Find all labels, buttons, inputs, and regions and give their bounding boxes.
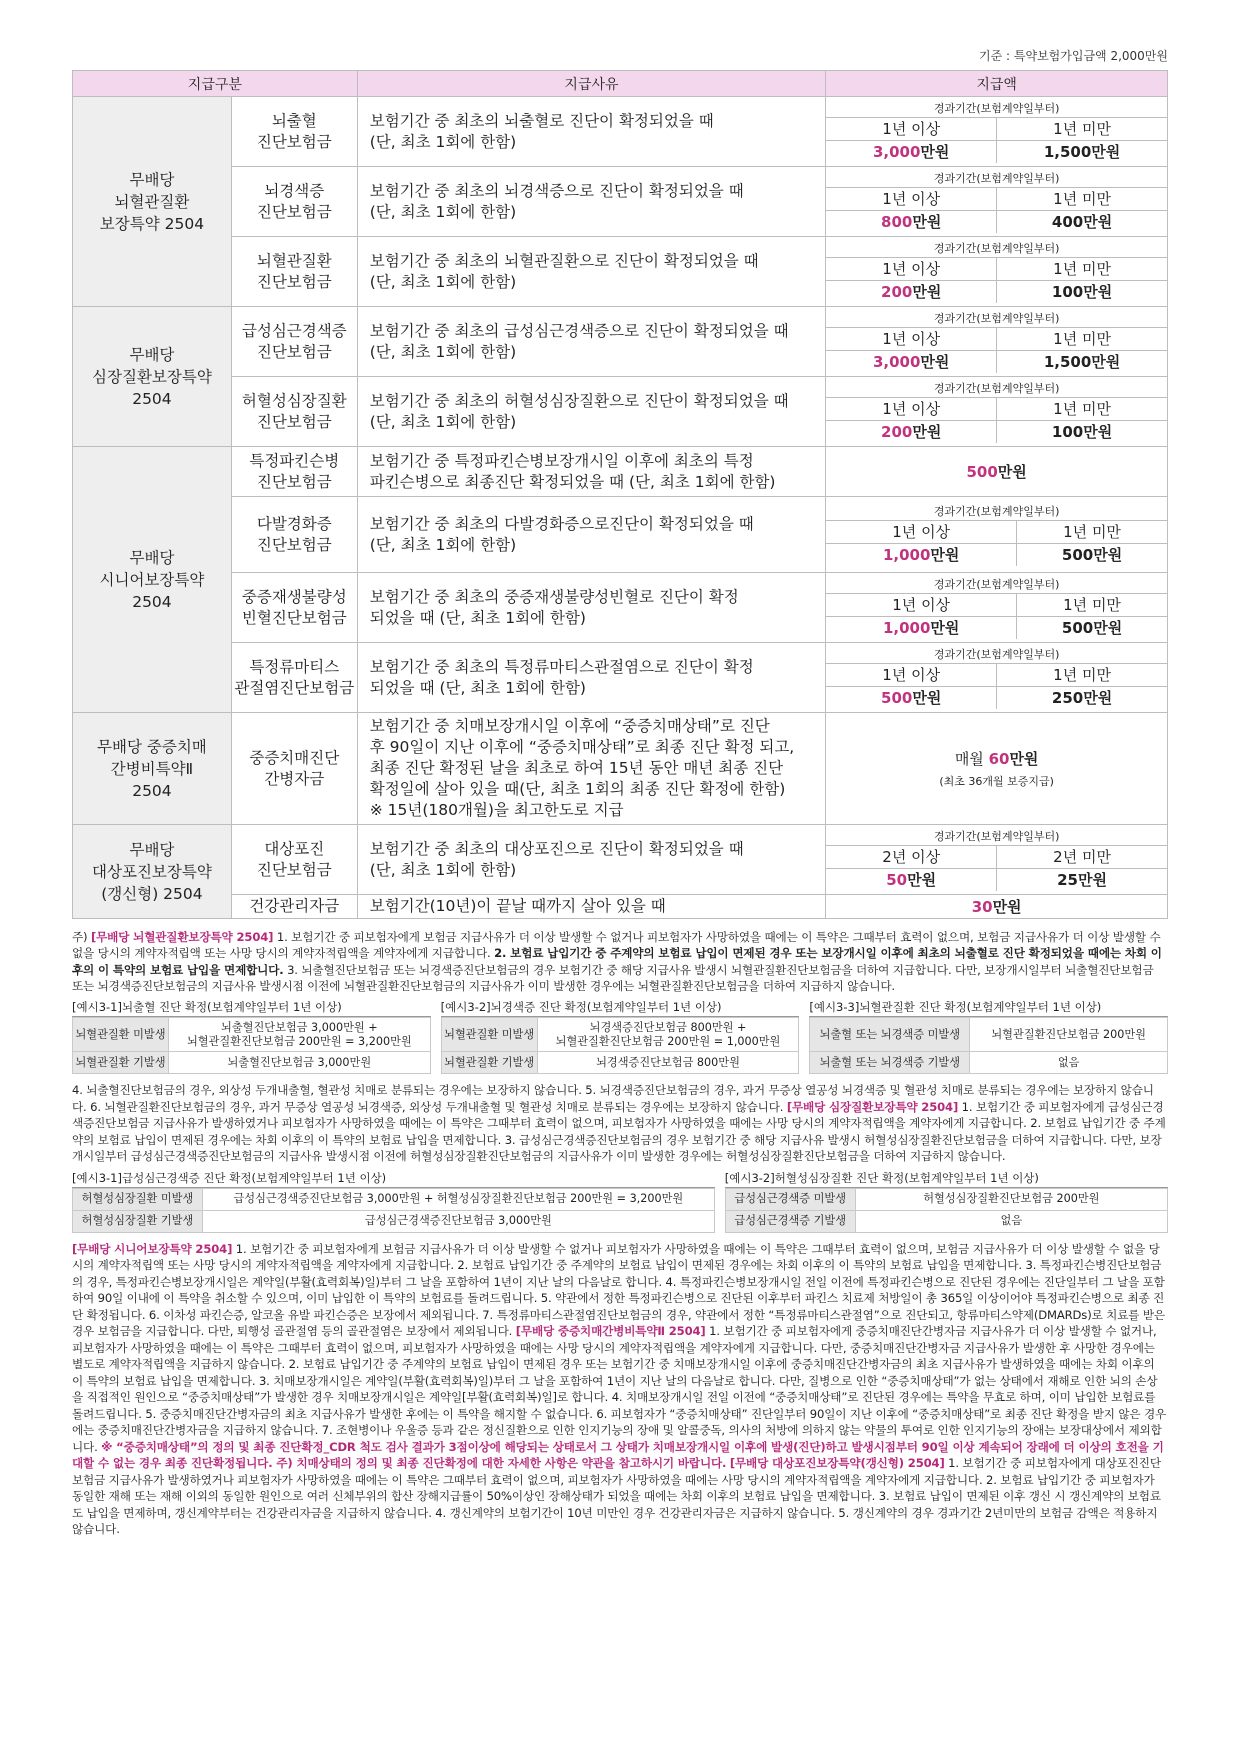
example-block <box>72 998 431 1074</box>
item-health-fund: 건강관리자금 <box>231 895 357 919</box>
footnote-heart: 4. 뇌출혈진단보험금의 경우, 외상성 두개내출혈, 혈관성 치매로 분류되는 경우에는 보장하지 않습니다. 5. 뇌경색증진단보험금의 경우, 과거 무증상 열공성 뇌경색증 및 혈관성 치매로 분류되는 경우에는 보장하지 않습니다. 6. 뇌혈관질환진단보험금의 경우, 과거 무증상 열공성 뇌경색증, 외상성 두개내출혈 및 혈관성 치매로 분류되는 경우에는 보장하지 않습니다. [무배당 심장질환보장특약 2504] 1. 보험기간 중 피보험자에게 급성심근경색증진단보험금 지급사유가 발생하였거나 피보험자가 사망하였을 때에는 이 특약은 그때부터 효력이 없으며, 피보험자가 사망하였을 때에는 사망 당시의 계약자적립액을 계약자에게 지급합니다. 2. 보험료 납입기간 중 주계약의 보험료 납입이 면제된 경우에는 차회 이후의 이 특약의 보험료 납입을 면제합니다. 3. 급성심근경색증진단보험금의 경우 보험기간 중 해당 지급사유 발생시 허혈성심장질환진단보험금을 더하여 지급합니다. 다만, 보장개시일부터 급성심근경색증진단보험금의 지급사유 발생시점 이전에 허혈성심장질환진단보험금의 지급사유가 이미 발생한 경우에는 허혈성심장질환진단보험금을 더하여 지급하지 않습니다. <box>72 1083 1166 1164</box>
table-row <box>73 167 1168 237</box>
amount-over: 200만원 <box>826 280 996 303</box>
amount-over: 1,000만원 <box>826 616 1016 639</box>
item-parkinson: 특정파킨슨병 진단보험금 <box>231 447 357 497</box>
item-aplastic-anemia: 중증재생불량성 빈혈진단보험금 <box>231 573 357 643</box>
example-title: [예시3-1]뇌출혈 진단 확정(보험계약일부터 1년 이상) <box>72 998 431 1017</box>
reason-aplastic-anemia: 보험기간 중 최초의 중증재생불량성빈혈로 진단이 확정 되었을 때 (단, 최초 1회에 한함) <box>357 573 826 643</box>
table-row <box>73 237 1168 307</box>
period-over: 1년 이상 <box>826 327 996 350</box>
example-value: 뇌경색증진단보험금 800만원 + 뇌혈관질환진단보험금 200만원 = 1,000만원 <box>537 1018 799 1052</box>
amount-over: 500만원 <box>826 686 996 709</box>
group-shingles: 무배당 대상포진보장특약 (갱신형) 2504 <box>73 825 232 919</box>
elapsed-label: 경과기간(보험계약일부터) <box>826 380 1167 397</box>
amount-aplastic-anemia <box>826 573 1168 643</box>
item-dementia: 중증치매진단 간병자금 <box>231 713 357 825</box>
amount-over: 200만원 <box>826 420 996 443</box>
reason-cerebrovascular: 보험기간 중 최초의 뇌혈관질환으로 진단이 확정되었을 때 (단, 최초 1회에 한함) <box>357 237 826 307</box>
item-cerebrovascular: 뇌혈관질환 진단보험금 <box>231 237 357 307</box>
amount-shingles <box>826 825 1168 895</box>
example-block <box>72 1169 715 1233</box>
example-key: 뇌출혈 또는 뇌경색증 미발생 <box>810 1018 970 1052</box>
elapsed-label: 경과기간(보험계약일부터) <box>826 828 1167 845</box>
example-key: 뇌혈관질환 기발생 <box>441 1052 537 1074</box>
period-under: 1년 미만 <box>997 187 1167 210</box>
item-ms: 다발경화증 진단보험금 <box>231 497 357 573</box>
example-key: 허혈성심장질환 미발생 <box>73 1188 203 1210</box>
amount-parkinson: 500만원 <box>826 447 1168 497</box>
reason-ms: 보험기간 중 최초의 다발경화증으로진단이 확정되었을 때 (단, 최초 1회에 한함) <box>357 497 826 573</box>
period-over: 1년 이상 <box>826 117 996 140</box>
item-shingles: 대상포진 진단보험금 <box>231 825 357 895</box>
reason-shingles: 보험기간 중 최초의 대상포진으로 진단이 확정되었을 때 (단, 최초 1회에 한함) <box>357 825 826 895</box>
elapsed-label: 경과기간(보험계약일부터) <box>826 576 1167 593</box>
page <box>72 42 1168 1538</box>
amount-cerebral-infarction <box>826 167 1168 237</box>
period-under: 1년 미만 <box>997 257 1167 280</box>
period-over: 1년 이상 <box>826 663 996 686</box>
reason-dementia: 보험기간 중 치매보장개시일 이후에 “중증치매상태”로 진단 후 90일이 지난 이후에 “중증치매상태”로 최종 진단 확정 되고, 최종 진단 확정된 날을 최초로 하여 15년 동안 매년 최종 진단 확정일에 살아 있을 때(단, 최초 1회의 최종 진단 확정에 한함) ※ 15년(180개월)을 최고한도로 지급 <box>357 713 826 825</box>
table-row <box>73 825 1168 895</box>
example-key: 뇌혈관질환 미발생 <box>73 1018 169 1052</box>
dementia-note: (최초 36개월 보증지급) <box>939 775 1054 788</box>
table-row <box>73 895 1168 919</box>
elapsed-label: 경과기간(보험계약일부터) <box>826 100 1167 117</box>
reason-health-fund: 보험기간(10년)이 끝날 때까지 살아 있을 때 <box>357 895 826 919</box>
amount-under: 400만원 <box>1051 213 1113 232</box>
amount-cerebrovascular <box>826 237 1168 307</box>
example-key: 급성심근경색증 미발생 <box>725 1188 855 1210</box>
example-title: [예시3-1]급성심근경색증 진단 확정(보험계약일부터 1년 이상) <box>72 1169 715 1188</box>
reason-parkinson: 보험기간 중 특정파킨슨병보장개시일 이후에 최초의 특정 파킨슨병으로 최종진단 확정되었을 때 (단, 최초 1회에 한함) <box>357 447 826 497</box>
footnote-cerebro: 주) [무배당 뇌혈관질환보장특약 2504] 1. 보험기간 중 피보험자에게 보험금 지급사유가 더 이상 발생할 수 없거나 피보험자가 사망하였을 때에는 이 특약은 그때부터 효력이 없으며, 보험금 지급사유가 더 이상 발생할 수 없을 당시의 계약자적립액 또는 사망 당시의 계약자적립액을 계약자에게 지급합니다. 2. 보험료 납입기간 중 주계약의 보험료 납입이 면제된 경우 또는 보장개시일 이후에 최초의 뇌출혈로 진단 확정되었을 때에는 차회 이후의 이 특약의 보험료 납입을 면제합니다. 3. 뇌출혈진단보험금 또는 뇌경색증진단보험금의 경우 보험기간 중 해당 지급사유 발생시 뇌혈관질환진단보험금을 더하여 지급합니다. 다만, 보장개시일부터 뇌출혈진단보험금 또는 뇌경색증진단보험금의 지급사유 발생시점 이전에 뇌혈관질환진단보험금의 지급사유가 이미 발생한 경우에는 뇌혈관질환진단보험금을 더하여 지급하지 않습니다. <box>72 930 1162 993</box>
amount-over: 3,000만원 <box>826 350 996 373</box>
period-under: 1년 미만 <box>1017 520 1167 543</box>
elapsed-label: 경과기간(보험계약일부터) <box>826 240 1167 257</box>
reason-cerebral-hemorrhage: 보험기간 중 최초의 뇌출혈로 진단이 확정되었을 때 (단, 최초 1회에 한함) <box>357 97 826 167</box>
amount-over: 3,000만원 <box>826 140 996 163</box>
header-amount: 지급액 <box>826 71 1168 97</box>
item-cerebral-infarction: 뇌경색증 진단보험금 <box>231 167 357 237</box>
amount-rheumatoid <box>826 643 1168 713</box>
amount-acute-mi <box>826 307 1168 377</box>
examples-cerebro <box>72 998 1168 1074</box>
elapsed-label: 경과기간(보험계약일부터) <box>826 170 1167 187</box>
amount-over: 800만원 <box>826 210 996 233</box>
table-row <box>73 307 1168 377</box>
example-key: 뇌혈관질환 기발생 <box>73 1052 169 1074</box>
item-acute-mi: 급성심근경색증 진단보험금 <box>231 307 357 377</box>
group-cerebro: 무배당 뇌혈관질환 보장특약 2504 <box>73 97 232 307</box>
period-under: 2년 미만 <box>997 845 1167 868</box>
amount-under: 25만원 <box>1057 871 1107 890</box>
example-value: 없음 <box>970 1052 1168 1074</box>
example-key: 뇌혈관질환 미발생 <box>441 1018 537 1052</box>
example-value: 급성심근경색증진단보험금 3,000만원 <box>203 1210 715 1232</box>
amount-under: 250만원 <box>1051 689 1113 708</box>
amount-health-fund: 30만원 <box>826 895 1168 919</box>
example-title: [예시3-3]뇌혈관질환 진단 확정(보험계약일부터 1년 이상) <box>809 998 1168 1017</box>
basis-note: 기준 : 특약보험가입금액 2,000만원 <box>979 49 1168 63</box>
examples-heart <box>72 1169 1168 1233</box>
example-key: 허혈성심장질환 기발생 <box>73 1210 203 1232</box>
amount-under: 1,500만원 <box>1043 143 1121 162</box>
table-row <box>73 497 1168 573</box>
item-cerebral-hemorrhage: 뇌출혈 진단보험금 <box>231 97 357 167</box>
header-reason: 지급사유 <box>357 71 826 97</box>
period-over: 1년 이상 <box>826 397 996 420</box>
header-category: 지급구분 <box>73 71 358 97</box>
table-row <box>73 643 1168 713</box>
period-under: 1년 미만 <box>997 397 1167 420</box>
group-dementia: 무배당 중증치매 간병비특약Ⅱ 2504 <box>73 713 232 825</box>
amount-under: 500만원 <box>1061 619 1123 638</box>
table-row <box>73 377 1168 447</box>
amount-under: 500만원 <box>1061 546 1123 565</box>
benefit-table <box>72 70 1168 919</box>
amount-under: 100만원 <box>1051 423 1113 442</box>
period-under: 1년 미만 <box>997 117 1167 140</box>
period-over: 2년 이상 <box>826 845 996 868</box>
amount-under: 1,500만원 <box>1043 353 1121 372</box>
amount-ms <box>826 497 1168 573</box>
item-ischemic: 허혈성심장질환 진단보험금 <box>231 377 357 447</box>
example-value: 뇌혈관질환진단보험금 200만원 <box>970 1018 1168 1052</box>
elapsed-label: 경과기간(보험계약일부터) <box>826 503 1167 520</box>
period-under: 1년 미만 <box>997 663 1167 686</box>
reason-rheumatoid: 보험기간 중 최초의 특정류마티스관절염으로 진단이 확정 되었을 때 (단, 최초 1회에 한함) <box>357 643 826 713</box>
period-over: 1년 이상 <box>826 257 996 280</box>
elapsed-label: 경과기간(보험계약일부터) <box>826 646 1167 663</box>
example-block <box>725 1169 1168 1233</box>
period-under: 1년 미만 <box>1017 593 1167 616</box>
example-value: 급성심근경색증진단보험금 3,000만원 + 허혈성심장질환진단보험금 200만원 = 3,200만원 <box>203 1188 715 1210</box>
reason-cerebral-infarction: 보험기간 중 최초의 뇌경색증으로 진단이 확정되었을 때 (단, 최초 1회에 한함) <box>357 167 826 237</box>
amount-under: 100만원 <box>1051 283 1113 302</box>
example-key: 뇌출혈 또는 뇌경색증 기발생 <box>810 1052 970 1074</box>
amount-ischemic <box>826 377 1168 447</box>
example-title: [예시3-2]뇌경색증 진단 확정(보험계약일부터 1년 이상) <box>441 998 800 1017</box>
elapsed-label: 경과기간(보험계약일부터) <box>826 310 1167 327</box>
item-rheumatoid: 특정류마티스 관절염진단보험금 <box>231 643 357 713</box>
table-row <box>73 97 1168 167</box>
amount-over: 50만원 <box>826 868 996 891</box>
amount-dementia: 매월 60만원 (최초 36개월 보증지급) <box>826 713 1168 825</box>
group-heart: 무배당 심장질환보장특약 2504 <box>73 307 232 447</box>
reason-acute-mi: 보험기간 중 최초의 급성심근경색증으로 진단이 확정되었을 때 (단, 최초 1회에 한함) <box>357 307 826 377</box>
group-senior: 무배당 시니어보장특약 2504 <box>73 447 232 713</box>
example-value: 없음 <box>855 1210 1167 1232</box>
period-over: 1년 이상 <box>826 520 1016 543</box>
example-block <box>441 998 800 1074</box>
example-value: 뇌경색증진단보험금 800만원 <box>537 1052 799 1074</box>
amount-cerebral-hemorrhage <box>826 97 1168 167</box>
period-under: 1년 미만 <box>997 327 1167 350</box>
reason-ischemic: 보험기간 중 최초의 허혈성심장질환으로 진단이 확정되었을 때 (단, 최초 1회에 한함) <box>357 377 826 447</box>
example-value: 뇌출혈진단보험금 3,000만원 <box>169 1052 431 1074</box>
example-block <box>809 998 1168 1074</box>
table-header-row <box>73 71 1168 97</box>
period-over: 1년 이상 <box>826 187 996 210</box>
table-row <box>73 713 1168 825</box>
amount-over: 1,000만원 <box>826 543 1016 566</box>
footnote-senior-dementia-shingles: [무배당 시니어보장특약 2504] 1. 보험기간 중 피보험자에게 보험금 지급사유가 더 이상 발생할 수 없거나 피보험자가 사망하였을 때에는 이 특약은 그때부터 효력이 없으며, 보험금 지급사유가 더 이상 발생할 수 없을 당시의 계약자적립액 또는 사망 당시의 계약자적립액을 계약자에게 지급합니다. 2. 보험료 납입기간 중 주계약의 보험료 납입이 면제된 경우에는 차회 이후의 이 특약의 보험료 납입을 면제합니다. 3. 특정파킨슨병진단보험금의 경우, 특정파킨슨병보장개시일은 계약일(부활(효력회복)일)부터 그 날을 포함하여 1년이 지난 날의 다음날로 합니다. 4. 특정파킨슨병보장개시일 전일 이전에 특정파킨슨병으로 진단된 경우에는 진단일부터 그 날을 포함하여 90일 이내에 이 특약을 취소할 수 있으며, 이미 납입한 이 특약의 보험료를 돌려드립니다. 5. 약관에서 정한 특정파킨슨병으로 진단된 이후부터 파킨스 치료제 처방일이 총 365일 이상이어야 특정파킨슨병으로 최종 진단 확정됩니다. 6. 이차성 파킨슨증, 알코올 유발 파킨슨증은 보장에서 제외됩니다. 7. 특정류마티스관절염진단보험금의 경우, 약관에서 정한 “특정류마티스관절염”으로 진단되고, 항류마티스약제(DMARDs)로 치료를 받은 경우 보험금을 지급합니다. 다만, 퇴행성 골관절염 등의 골관절염은 보장에서 제외됩니다. [무배당 중증치매간병비특약Ⅱ 2504] 1. 보험기간 중 피보험자에게 중증치매진단간병자금 지급사유가 더 이상 발생할 수 없거나, 피보험자가 사망하였을 때에는 이 특약은 그때부터 효력이 없으며, 피보험자가 사망하였을 때에는 사망 당시의 계약자적립액을 계약자에게 지급합니다. 다만, 중증치매진단간병자금 지급사유가 발생한 후 사망한 경우에는 별도로 계약자적립액을 지급하지 않습니다. 2. 보험료 납입기간 중 주계약의 보험료 납입이 면제된 경우 또는 보험기간 중 치매보장개시일 이후에 중증치매진단간병자금의 최초 지급사유가 발생하였을 때에는 차회 이후의 이 특약의 보험료 납입을 면제합니다. 3. 치매보장개시일은 계약일(부활(효력회복)일)부터 그 날을 포함하여 1년이 지난 날의 다음날로 합니다. 다만, 질병으로 인한 “중증치매상태”가 없는 상태에서 재해로 인한 뇌의 손상을 직접적인 원인으로 “중증치매상태”가 발생한 경우 치매보장개시일은 계약일[부활(효력회복)일]로 합니다. 4. 치매보장개시일 전일 이전에 “중증치매상태”로 진단된 경우에는 특약을 무효로 하며, 이미 납입한 보험료를 돌려드립니다. 5. 중증치매진단간병자금의 최초 지급사유가 발생한 후에는 이 특약을 해지할 수 없습니다. 6. 피보험자가 “중증치매상태” 진단일부터 90일이 지난 이후에 “중증치매상태”로 최종 진단 확정을 받지 않은 경우에는 중증치매진단간병자금을 지급하지 않습니다. 7. 조현병이나 우울증 등과 같은 정신질환으로 인한 인지기능의 장애 및 알콜중독, 의사의 처방에 의하지 않는 약물의 투여로 인한 인지기능의 장애는 보장대상에서 제외합니다. ※ “중증치매상태”의 정의 및 최종 진단확정_CDR 척도 검사 결과가 3점이상에 해당되는 상태로서 그 상태가 치매보장개시일 이후에 발생(진단)하고 발생시점부터 90일 이상 계속되어 장래에 더 이상의 호전을 기대할 수 없는 경우 최종 진단확정됩니다. 주) 치매상태의 정의 및 최종 진단확정에 대한 자세한 사항은 약관을 참고하시기 바랍니다. [무배당 대상포진보장특약(갱신형) 2504] 1. 보험기간 중 피보험자에게 대상포진진단보험금 지급사유가 발생하였거나 피보험자가 사망하였을 때에는 이 특약은 그때부터 효력이 없으며, 피보험자가 사망하였을 때에는 사망 당시의 계약자적립액을 계약자에게 지급합니다. 2. 보험료 납입기간 중 피보험자가 동일한 재해 또는 재해 이외의 동일한 원인으로 여러 신체부위의 합산 장해지급률이 50%이상인 장해상태가 되었을 때에는 차회 이후의 보험료 납입을 면제합니다. 3. 보험료 납입이 면제된 이후 갱신 시 갱신계약의 보험료도 납입을 면제하며, 갱신계약부터는 건강관리자금을 지급하지 않습니다. 4. 갱신계약의 보험기간이 10년 미만인 경우 건강관리자금은 지급하지 않습니다. 5. 갱신계약의 경우 경과기간 2년미만의 보험금 감액은 적용하지 않습니다. <box>72 1241 1167 1537</box>
period-over: 1년 이상 <box>826 593 1016 616</box>
example-title: [예시3-2]허혈성심장질환 진단 확정(보험계약일부터 1년 이상) <box>725 1169 1168 1188</box>
example-key: 급성심근경색증 기발생 <box>725 1210 855 1232</box>
example-value: 허혈성심장질환진단보험금 200만원 <box>855 1188 1167 1210</box>
table-row <box>73 447 1168 497</box>
table-row <box>73 573 1168 643</box>
example-value: 뇌출혈진단보험금 3,000만원 + 뇌혈관질환진단보험금 200만원 = 3,200만원 <box>169 1018 431 1052</box>
